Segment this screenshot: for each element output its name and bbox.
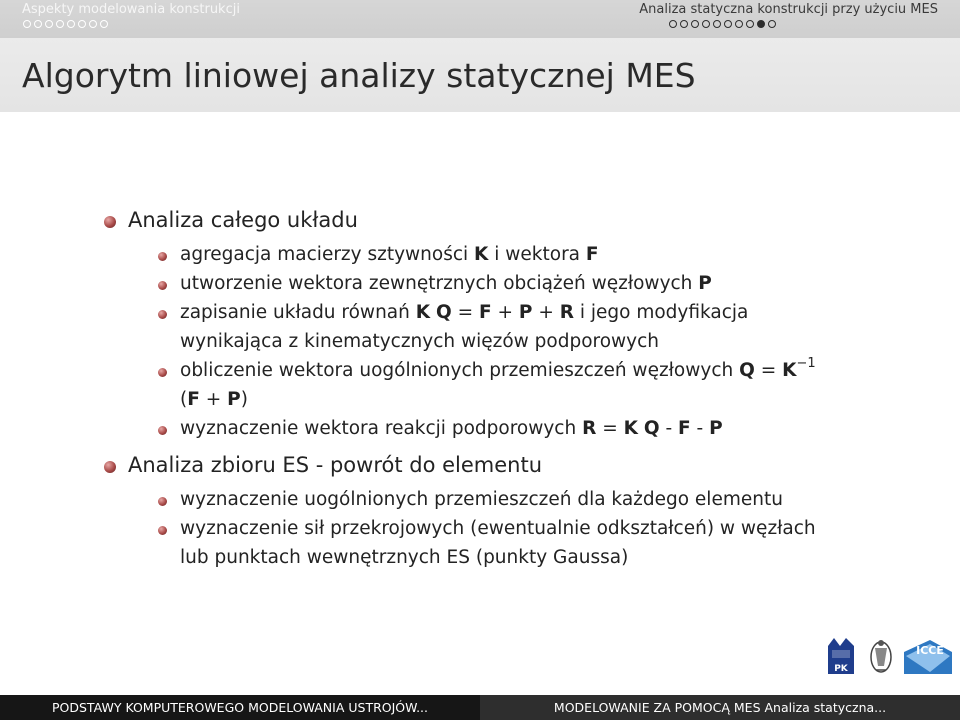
bullet-icon <box>158 426 167 435</box>
bullet-icon <box>158 526 167 535</box>
list-item-analysis-system: Analiza całego układu <box>128 208 358 232</box>
nav-dot[interactable] <box>768 20 776 28</box>
subsection-title-link[interactable]: Analiza statyczna konstrukcji przy użyciu MES <box>639 2 938 17</box>
pk-logo-text: PK <box>834 664 848 674</box>
nav-dot[interactable] <box>735 20 743 28</box>
nav-dot[interactable] <box>89 20 97 28</box>
footer-title: MODELOWANIE ZA POMOCĄ MES Analiza statyczna... <box>480 695 960 720</box>
list-item-reactions: wyznaczenie wektora reakcji podporowych R = K Q - F - P <box>180 418 723 439</box>
header-bar <box>0 0 960 38</box>
frame-title: Algorytm liniowej analizy statycznej MES <box>22 56 696 95</box>
logo-graphics <box>826 632 956 680</box>
nav-dot[interactable] <box>713 20 721 28</box>
crest-logo <box>871 640 891 672</box>
nav-dot[interactable] <box>669 20 677 28</box>
icce-logo-text: ICCE <box>916 644 944 657</box>
list-item-analysis-elements: Analiza zbioru ES - powrót do elementu <box>128 453 543 477</box>
section-title-link[interactable]: Aspekty modelowania konstrukcji <box>22 2 240 17</box>
bullet-icon <box>158 368 167 377</box>
nav-dot[interactable] <box>23 20 31 28</box>
list-item-element-displacements: wyznaczenie uogólnionych przemieszczeń dla każdego elementu <box>180 489 783 510</box>
bullet-icon <box>158 497 167 506</box>
list-item-displacements-cont: (F + P) <box>180 389 248 410</box>
nav-dot[interactable] <box>34 20 42 28</box>
list-item-equation-system: zapisanie układu równań K Q = F + P + R i jego modyfikacja <box>180 302 749 323</box>
nav-dot[interactable] <box>691 20 699 28</box>
nav-dot[interactable] <box>45 20 53 28</box>
nav-dot[interactable] <box>746 20 754 28</box>
list-item-displacements: obliczenie wektora uogólnionych przemieszczeń węzłowych $Q = K^{-1}$ <box>180 356 816 381</box>
nav-dot[interactable] <box>680 20 688 28</box>
nav-dot[interactable] <box>757 20 765 28</box>
list-item-aggregation: agregacja macierzy sztywności K i wektora F <box>180 244 599 265</box>
list-item-section-forces: wyznaczenie sił przekrojowych (ewentualnie odkształceń) w węzłach <box>180 518 816 539</box>
bullet-icon <box>104 216 116 228</box>
subsection-nav-dots <box>669 20 776 32</box>
footer-author: PODSTAWY KOMPUTEROWEGO MODELOWANIA USTROJÓW... <box>0 695 480 720</box>
list-item-section-forces-cont: lub punktach wewnętrznych ES (punkty Gaussa) <box>180 547 629 568</box>
list-item-equation-system-cont: wynikająca z kinematycznych więzów podporowych <box>180 331 660 352</box>
pk-logo <box>828 638 854 674</box>
bullet-icon <box>158 310 167 319</box>
institution-logos <box>826 632 956 680</box>
bullet-icon <box>158 252 167 261</box>
nav-dot[interactable] <box>702 20 710 28</box>
bullet-icon <box>104 461 116 473</box>
nav-dot[interactable] <box>67 20 75 28</box>
bullet-icon <box>158 281 167 290</box>
nav-dot[interactable] <box>56 20 64 28</box>
list-item-load-vector: utworzenie wektora zewnętrznych obciążeń węzłowych P <box>180 273 712 294</box>
nav-dot[interactable] <box>100 20 108 28</box>
nav-dot[interactable] <box>724 20 732 28</box>
nav-dot[interactable] <box>78 20 86 28</box>
icce-logo <box>904 640 952 674</box>
section-nav-dots <box>23 20 108 32</box>
